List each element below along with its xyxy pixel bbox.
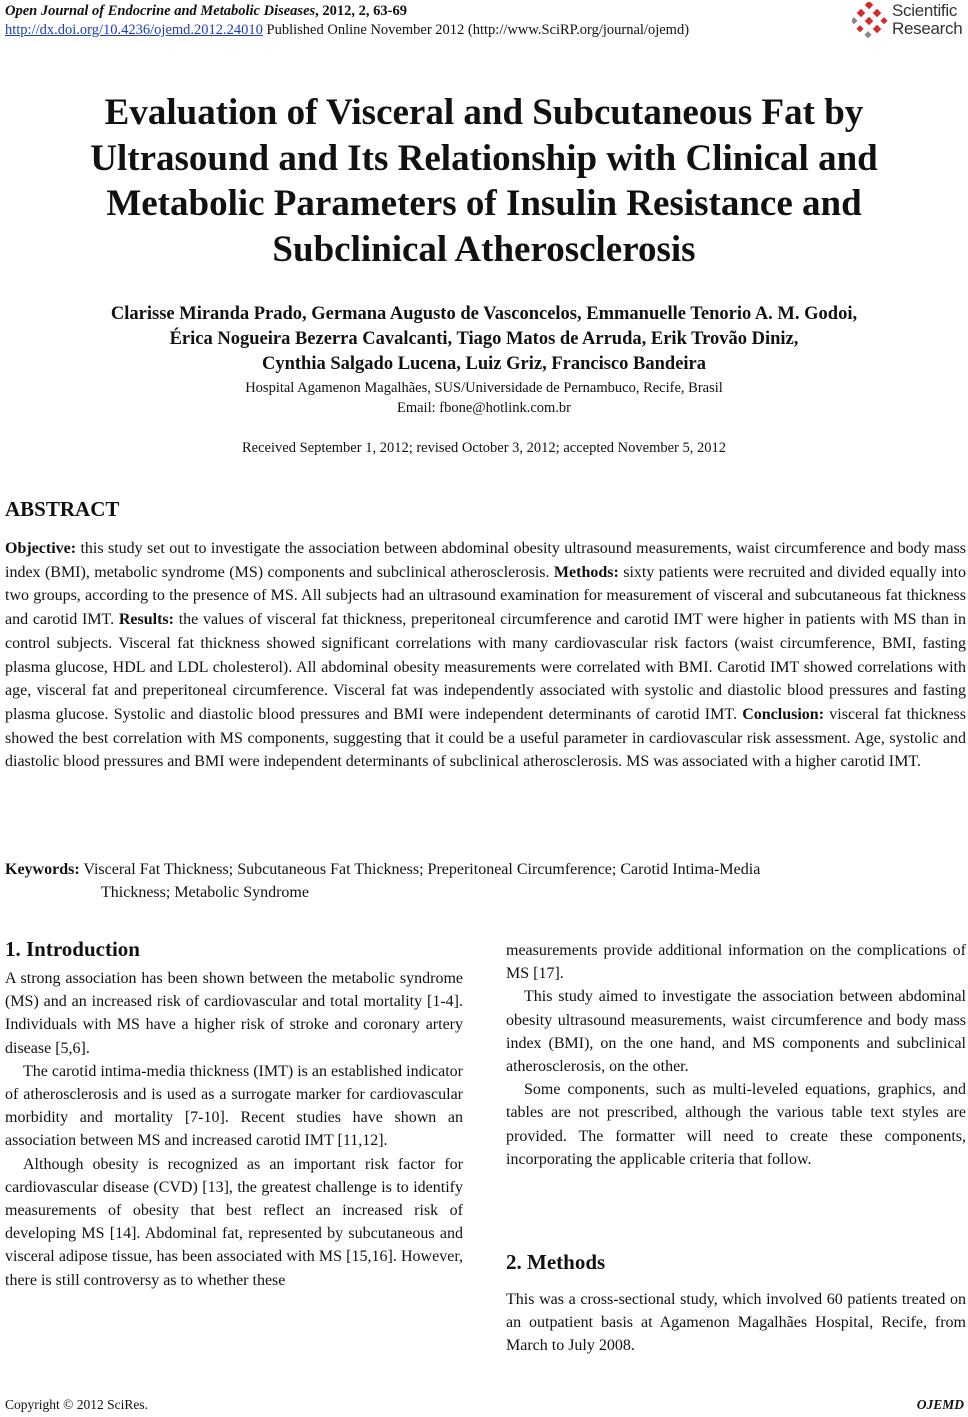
received-dates: Received September 1, 2012; revised October 3, 2012; accepted November 5, 2012	[242, 440, 726, 456]
author-line: Cynthia Salgado Lucena, Luiz Griz, Francisco Bandeira	[261, 354, 707, 374]
keywords	[5, 858, 760, 904]
author-list	[0, 302, 968, 377]
introduction-heading: 1. Introduction	[5, 937, 140, 961]
published-note: Published Online November 2012 (http://www.SciRP.org/journal/ojemd)	[262, 22, 690, 38]
results-label: Results:	[118, 611, 174, 629]
left-column	[5, 967, 463, 1292]
journal-abbreviation: OJEMD	[916, 1397, 964, 1412]
copyright-footer: Copyright © 2012 SciRes.	[5, 1397, 149, 1412]
abstract-heading: ABSTRACT	[5, 497, 120, 521]
publisher-logo	[852, 0, 968, 42]
methods-text: sixty patients were recruited and divided equally into two groups, according to the presence of MS. All subjects had an ultrasound examination for measurement of visceral and subcutaneous fat thickness and carotid IMT.	[5, 563, 966, 629]
journal-volume: , 2012, 2, 63-69	[315, 3, 408, 19]
scirp-logo-icon	[852, 2, 890, 40]
methods-heading: 2. Methods	[506, 1250, 606, 1274]
journal-name: Open Journal of Endocrine and Metabolic Diseases	[5, 3, 316, 19]
objective-label: Objective:	[5, 540, 77, 557]
keywords-line2: Thickness; Metabolic Syndrome	[101, 884, 309, 901]
keywords-line1: Visceral Fat Thickness; Subcutaneous Fat Thickness; Preperitoneal Circumference; Carotid Intima-Media	[79, 861, 761, 878]
abstract-text	[5, 537, 966, 774]
paper-title: Evaluation of Visceral and Subcutaneous Fat by Ultrasound and Its Relationship with Clinical and Metabolic Parameters of Insulin Resistance and Subclinical Atherosclerosis	[90, 92, 878, 270]
keywords-label: Keywords:	[5, 861, 80, 878]
publication-line	[5, 22, 689, 39]
email: Email: fbone@hotlink.com.br	[396, 400, 572, 416]
results-text: the values of visceral fat thickness, preperitoneal circumference and carotid IMT were higher in patients with MS than in control subjects. Visceral fat thickness showed significant correlations with many cardiovascular risk factors (waist circumference, BMI, fasting plasma glucose, HDL and LDL cholesterol). All abdominal obesity measurements were correlated with BMI. Carotid IMT showed correlations with age, visceral fat and preperitoneal circumference. Visceral fat was independently associated with systolic and diastolic blood pressures and fasting plasma glucose. Systolic and diastolic blood pressures and BMI were independent determinants of carotid IMT.	[5, 611, 966, 723]
methods-column	[506, 1288, 966, 1358]
journal-header	[5, 3, 407, 20]
right-column	[506, 939, 966, 1171]
logo-text-line1: Scientific	[892, 1, 958, 20]
intro-paragraph: Some components, such as multi-leveled equations, graphics, and tables are not prescribed, although the various table text styles are provided. The formatter will need to create these components, incorporating the applicable criteria that follow.	[506, 1081, 966, 1168]
intro-paragraph: This study aimed to investigate the association between abdominal obesity ultrasound measurements, waist circumference and body mass index (BMI), on the one hand, and MS components and subclinical atherosclerosis, on the other.	[506, 988, 966, 1076]
author-line: Clarisse Miranda Prado, Germana Augusto de Vasconcelos, Emmanuelle Tenorio A. M. Godoi,	[110, 304, 858, 324]
doi-link[interactable]: http://dx.doi.org/10.4236/ojemd.2012.24010	[5, 22, 263, 38]
intro-paragraph: A strong association has been shown between the metabolic syndrome (MS) and an increased risk of cardiovascular and total mortality [1-4]. Individuals with MS have a higher risk of stroke and coronary artery disease [5,6].	[5, 970, 463, 1057]
author-line: Érica Nogueira Bezerra Cavalcanti, Tiago Matos de Arruda, Erik Trovão Diniz,	[169, 329, 799, 349]
methods-paragraph: This was a cross-sectional study, which involved 60 patients treated on an outpatient basis at Agamenon Magalhães Hospital, Recife, from March to July 2008.	[506, 1291, 966, 1355]
objective-text: this study set out to investigate the association between abdominal obesity ultrasound measurements, waist circumference and body mass index (BMI), metabolic syndrome (MS) components and subclinical atherosclerosis.	[5, 540, 966, 581]
methods-label: Methods:	[553, 563, 619, 581]
affiliation-block	[0, 378, 968, 418]
affiliation: Hospital Agamenon Magalhães, SUS/Universidade de Pernambuco, Recife, Brasil	[245, 380, 723, 396]
intro-paragraph: Although obesity is recognized as an important risk factor for cardiovascular disease (CVD) [13], the greatest challenge is to identify measurements of obesity that best reflect an increased risk of developing MS [14]. Abdominal fat, represented by subcutaneous and visceral adipose tissue, has been associated with MS [15,16]. However, there is still controversy as to whether these	[5, 1155, 463, 1289]
intro-paragraph: The carotid intima-media thickness (IMT) is an established indicator of atherosclerosis and is used as a surrogate marker for cardiovascular morbidity and mortality [7-10]. Recent studies have shown an association between MS and increased carotid IMT [11,12].	[5, 1062, 463, 1150]
conclusion-label: Conclusion:	[742, 705, 825, 723]
conclusion-text: visceral fat thickness showed the best correlation with MS components, suggesting that it could be a useful parameter in cardiovascular risk assessment. Age, systolic and diastolic blood pressures and BMI were independent determinants of subclinical atherosclerosis. MS was associated with a higher carotid IMT.	[5, 705, 966, 771]
intro-paragraph: measurements provide additional information on the complications of MS [17].	[506, 942, 966, 983]
logo-text-line2: Research	[892, 19, 963, 38]
